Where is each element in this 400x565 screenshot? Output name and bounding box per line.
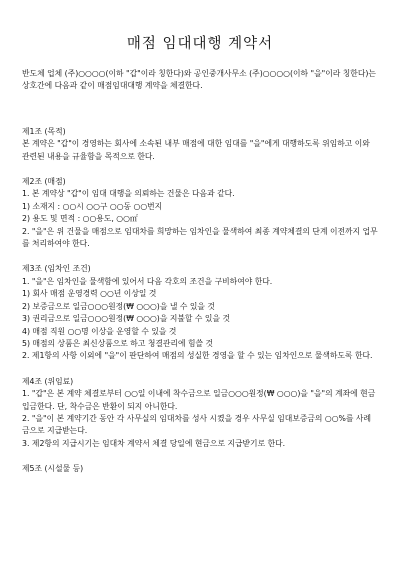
article-2 [22, 176, 378, 250]
article-title: 제4조 (위임료) [22, 376, 74, 386]
article-line: 3. 제2항의 지급시기는 임대차 계약서 체결 당일에 현금으로 지급받기로 한다. [22, 438, 286, 448]
article-line: 1) 소재지 : ○○시 ○○구 ○○동 ○○번지 [22, 201, 163, 211]
article-title: 제1조 (목적) [22, 126, 66, 136]
article-line: 2. "을"은 위 건물을 매점으로 임대차를 희망하는 임차인을 물색하여 최종 계약체결의 단계 이전까지 업무를 처리하여야 한다. [22, 226, 378, 249]
article-5 [22, 463, 378, 475]
article-line: 2) 용도 및 면적 : ○○용도, ○○㎡ [22, 214, 138, 224]
article-line: 1. 본 계약상 "갑"이 임대 대행을 의뢰하는 건물은 다음과 같다. [22, 189, 235, 199]
article-3 [22, 263, 378, 362]
article-line: 1. "갑"은 본 계약 체결로부터 ○○일 이내에 착수금으로 일금○○○원정(₩ ○○○)을 "을"의 계좌에 현금 입금한다. 단, 착수금은 반환이 되지 아니한다. [22, 389, 376, 411]
article-line: 2) 보증금으로 일금○○○원정(₩ ○○○)을 낼 수 있을 것 [22, 301, 215, 311]
article-line: 4) 매점 직원 ○○명 이상을 운영할 수 있을 것 [22, 326, 177, 336]
article-line: 본 계약은 "갑"이 경영하는 회사에 소속된 내부 매점에 대한 임대를 "을"에게 대행하도록 위임하고 이와 관련된 내용을 규율함을 목적으로 한다. [22, 139, 370, 161]
article-4 [22, 376, 378, 450]
article-line: 1) 회사 매점 운영경력 ○○년 이상일 것 [22, 289, 157, 299]
article-line: 5) 매점의 상품은 최신상품으로 하고 청결관리에 힘쓸 것 [22, 338, 214, 348]
article-1 [22, 126, 378, 163]
intro-paragraph: 반도체 업체 (주)○○○○(이하 "갑"이라 칭한다)와 공인중개사무소 (주)○○○○(이하 "을"이라 칭한다)는 상호간에 다음과 같이 매점임대대행 계약을 체결한다. [22, 69, 376, 91]
article-title: 제2조 (매점) [22, 177, 66, 187]
article-title: 제3조 (임차인 조건) [22, 264, 91, 274]
article-line: 2. 제1항의 사항 이외에 "을"이 판단하여 매점의 성실한 경영을 할 수 있는 임차인으로 물색하도록 한다. [22, 351, 373, 361]
article-title: 제5조 (시설물 등) [22, 464, 84, 474]
article-line: 1. "을"은 임차인을 물색함에 있어서 다음 각호의 조건을 구비하여야 한다. [22, 276, 273, 286]
article-line: 3) 권리금으로 일금○○○원정(₩ ○○○)을 지불할 수 있을 것 [22, 314, 231, 324]
article-line: 2. "을"이 본 계약기간 동안 각 사무실의 임대차를 성사 시켰을 경우 사무실 임대보증금의 ○○%를 사례금으로 지급받는다. [22, 413, 371, 436]
document-title: 매점 임대대행 계약서 [126, 36, 274, 52]
document-body [22, 68, 378, 489]
